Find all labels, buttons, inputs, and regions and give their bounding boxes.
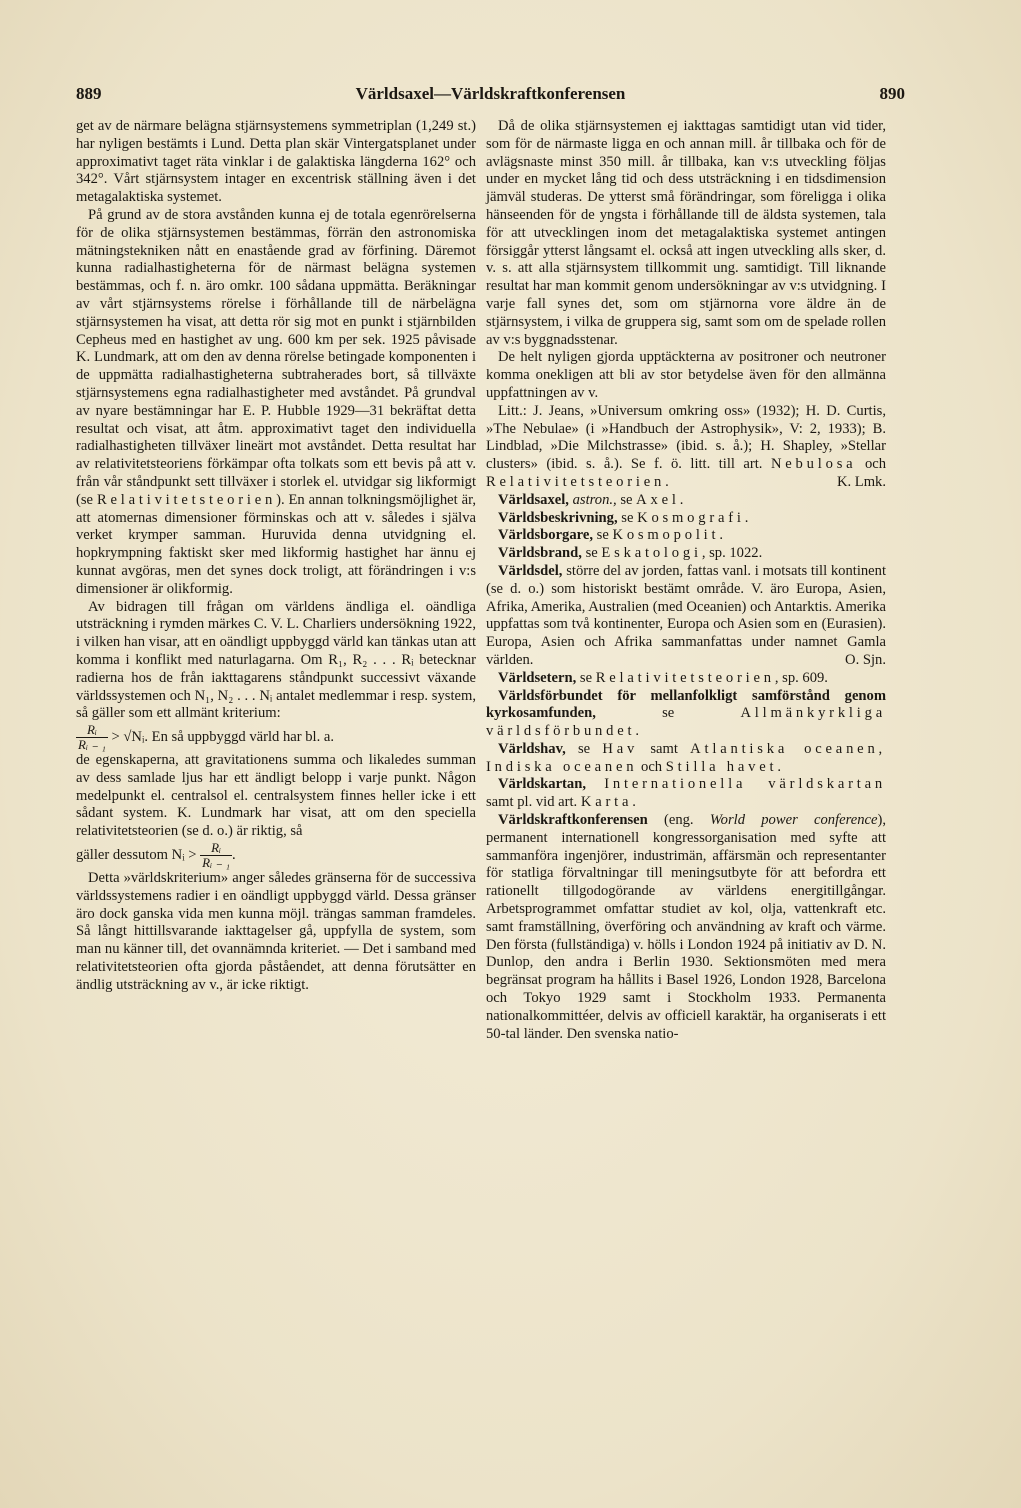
author-signature: O. Sjn.: [845, 651, 886, 668]
cross-reference: Internationella världskartan: [604, 776, 886, 793]
cross-reference: Nebulosa: [770, 456, 857, 473]
page-number-left: 889: [76, 84, 102, 103]
literature-paragraph: Litt.: J. Jeans, »Universum omkring oss» (1932); H. D. Curtis, »The Nebulae» (i »Handbuch der Astrophysik», V: 2, 1933); B. Lindblad, »Die Milchstrasse» (ibid. s. å.); H. Shapley, »Stellar clusters» (ibid. s. å.). Se f. ö. litt. till art. Nebulosa och Relativitetsteorien. K. Lmk.: [486, 402, 887, 490]
page-number-right: 890: [879, 84, 905, 103]
entry-varldsdel: Världsdel, större del av jorden, fattas vanl. i motsats till kontinent (se d. o.) som historiskt bestämt område. V. äro Europa, Asien, Afrika, Amerika, Australien (med Oceanien) och Antarktis. Amerika uppfattas som två kontinenter, Europa och Asien som en (Eurasien). Europa, Asien och Afrika sammanfattas under namnet Gamla världen. O. Sjn.: [486, 562, 887, 668]
paragraph: de egenskaperna, att gravitationens summa och likaledes summan av dess samlade ljus har ett ändligt belopp i varje punkt. Någon medelpunkt el. centralsol el. centralsystem finnes heller icke i ett sådant system. K. Lundmark har visat, att om den speciella relativitetsteorien (se d. o.) är riktig, så: [76, 752, 476, 840]
cross-reference: Relativitetsteorien: [486, 473, 666, 490]
entry-varldsforbundet: Världsförbundet för mellanfolkligt samförstånd genom kyrkosamfunden, se Allmänkyrkliga världsförbundet.: [486, 687, 886, 740]
entry-varldsbrand: Världsbrand, se Eskatologi, sp. 1022.: [498, 545, 763, 562]
cross-reference: Stilla havet: [665, 758, 778, 775]
paragraph: På grund av de stora avstånden kunna ej de totala egenrörelserna för de olika stjärnsystemen bestämmas, förrän den astronomiska mätningstekniken nått en enastående grad av förfining. Däremot kunna radialhastigheterna för de närmast belägna systemen bestämmas, och f. n. äro omkr. 100 sådana uppmätta. Beräkningar av vårt stjärnsystems rörelse i förhållande till de närbelägna stjärnsystemen ha visat, att detta rör sig mot en punkt i stjärnbilden Cepheus med en hastighet av ung. 600 km per sek. 1925 påvisade K. Lundmark, att om den av denna rörelse betingade komponenten i de uppmätta radialhastigheterna subtraherades bort, så tillväxte stjärnsystemens egna radialhastigheter med avståndet. På grundval av nyare bestämningar har E. P. Hubble 1929—31 bekräftat detta resultat och visat, att åtm. approximativt taget den individuella radialhastigheten tillväxer lineärt mot avståndet. Detta resultat har av relativitetsteoriens förkämpar ofta tolkats som ett bevis på att v. från vår ståndpunkt sett tillväxer i storlek el. utvidgar sig likformigt (se Relativitetsteorien). En annan tolkningsmöjlighet är, att atomernas dimensioner förminskas och att v. således i själva verket krymper samman. Huruvida denna utvidgning el. hopkrympning faktiskt sker med likformig hastighet har ännu ej kunnat avgöras, men det synes dock troligt, att förändringen i v:s dimensioner är olikformig.: [76, 206, 476, 597]
cross-reference: Kosmografi: [637, 509, 745, 526]
cross-reference: Kosmopolit: [612, 527, 720, 544]
fraction: $\frac{\text{Rᵢ}}{\text{Rᵢ ₋ ₁}}$: [78, 722, 106, 753]
entry-varldshav: Världshav, se Hav samt Atlantiska oceanen, Indiska oceanen och Stilla havet.: [486, 740, 886, 775]
page-header: [76, 84, 905, 108]
fraction: $\frac{\text{Rᵢ}}{\text{Rᵢ ₋ ₁}}$: [202, 840, 231, 871]
formula-criterion: $\frac{\text{Rᵢ}}{\text{Rᵢ ₋ ₁}}$ > √Nᵢ. En så uppbyggd värld har bl. a.: [78, 722, 335, 753]
cross-reference: Relativitetsteorien: [96, 491, 277, 508]
cross-reference: Atlantiska oceanen, Indiska oceanen: [486, 740, 886, 775]
right-column: [486, 118, 886, 1043]
left-column: [76, 118, 476, 995]
cross-reference: Allmänkyrkliga världsförbundet: [486, 705, 886, 740]
cross-reference: Eskatologi: [601, 545, 702, 562]
entry-varldskraftkonferensen: Världskraftkonferensen (eng. World power conference), permanent internationell kongressorganisation med syfte att sammanföra ingenjörer, industrimän, affärsmän och representanter för statliga förvaltningar till meningsutbyte för att befordra ett rationellt tillgodogörande av världens energitillgångar. Arbetsprogrammet omfattar studiet av kol, olja, vattenkraft etc. samt framställning, överföring och användning av kraft och värme. Den första (fullständiga) v. hölls i London 1924 på initiativ av D. N. Dunlop, den andra i Berlin 1930. Sektionsmöten med mera begränsat program ha hållits i Basel 1926, London 1928, Barcelona och Tokyo 1929 samt i Stockholm 1933. Permanenta nationalkommittéer, delvis av officiell karaktär, ha organiserats i ett 50-tal länder. Den svenska natio-: [486, 812, 886, 1042]
paragraph: get av de närmare belägna stjärnsystemens symmetriplan (1,249 st.) har nyligen bestämts i Lund. Detta plan skär Vintergatsplanet under approximativt taget räta vinklar i de galaktiska längderna 162° och 342°. Vårt stjärnsystem intager en excentrisk ställning även i det metagalaktiska systemet.: [76, 118, 476, 206]
running-title: Världsaxel—Världskraftkonferensen: [355, 84, 626, 103]
entry-varldsetern: Världsetern, se Relativitetsteorien, sp. 609.: [498, 669, 828, 686]
entry-varldsbeskrivning: Världsbeskrivning, se Kosmografi.: [498, 509, 749, 526]
entry-varldskartan: Världskartan, Internationella världskartan samt pl. vid art. Karta.: [486, 776, 886, 811]
entry-varldsaxel: Världsaxel, astron., se Axel.: [498, 491, 684, 508]
cross-reference: Karta: [580, 794, 633, 811]
cross-reference: Relativitetsteorien: [595, 669, 775, 686]
entry-varldsborgare: Världsborgare, se Kosmopolit.: [498, 527, 724, 544]
paragraph: De helt nyligen gjorda upptäckterna av positroner och neutroner komma onekligen att bli av stor betydelse även för den allmänna uppfattningen av v.: [486, 349, 886, 401]
cross-reference: Axel: [636, 491, 680, 508]
paragraph: Av bidragen till frågan om världens ändliga el. oändliga utsträckning i rymden märkes C. V. L. Charliers undersökning 1922, i vilken han visar, att en oändligt uppbyggd värld kan tänkas utan att komma i konflikt med naturlagarna. Om R₁, R₂ . . . Rᵢ betecknar radierna hos de från iakttagarens ståndpunkt successivt växande världssystemen och N₁, N₂ . . . Nᵢ antalet medlemmar i resp. system, så gäller som ett allmänt kriterium:: [76, 598, 476, 722]
paragraph: Då de olika stjärnsystemen ej iakttagas samtidigt utan vid tider, som för de närmaste ligga en och annan mill. år tillbaka och för de avlägsnaste minst 350 mill. år tillbaka, kan v:s utveckling följas under en mycket lång tid och dess utsträckning i en tidsdimension jämväl studeras. De ytterst små förändringar, som föreligga i olika hänseenden för de yngsta i förhållande till de äldsta systemen, tala för att utvecklingen inom det metagalaktiska systemet antingen försiggår ytterst långsamt el. också att ingen utveckling alls sker, d. v. s. att alla stjärnsystem tillkommit ung. samtidigt. Till liknande resultat har man kommit genom undersökningar av v:s utvidgning. I varje fall synes det, som om stjärnorna vore äldre än de stjärnsystem, i vilka de gruppera sig, samt som om de spelade rollen av v:s byggnadsstenar.: [486, 118, 886, 348]
cross-reference: Hav: [602, 740, 639, 757]
formula-second: gäller dessutom Nᵢ > $\frac{\text{Rᵢ}}{\text{Rᵢ ₋ ₁}}$ .: [76, 840, 236, 871]
author-signature: K. Lmk.: [836, 473, 886, 490]
paragraph: Detta »världskriterium» anger således gränserna för de successiva världssystemens radier i en oändligt uppbyggd värld. Dessa gränser äro dock ganska vida men kunna möjl. trängas samman framdeles. Så långt hittillsvarande iakttagelser gå, uppfylla de system, som man nu känner till, det ovannämnda kriteriet. — Det i samband med relativitetsteorien ofta gjorda påståendet, att denna förutsätter en ändlig utsträckning av v., är icke riktigt.: [76, 870, 476, 993]
